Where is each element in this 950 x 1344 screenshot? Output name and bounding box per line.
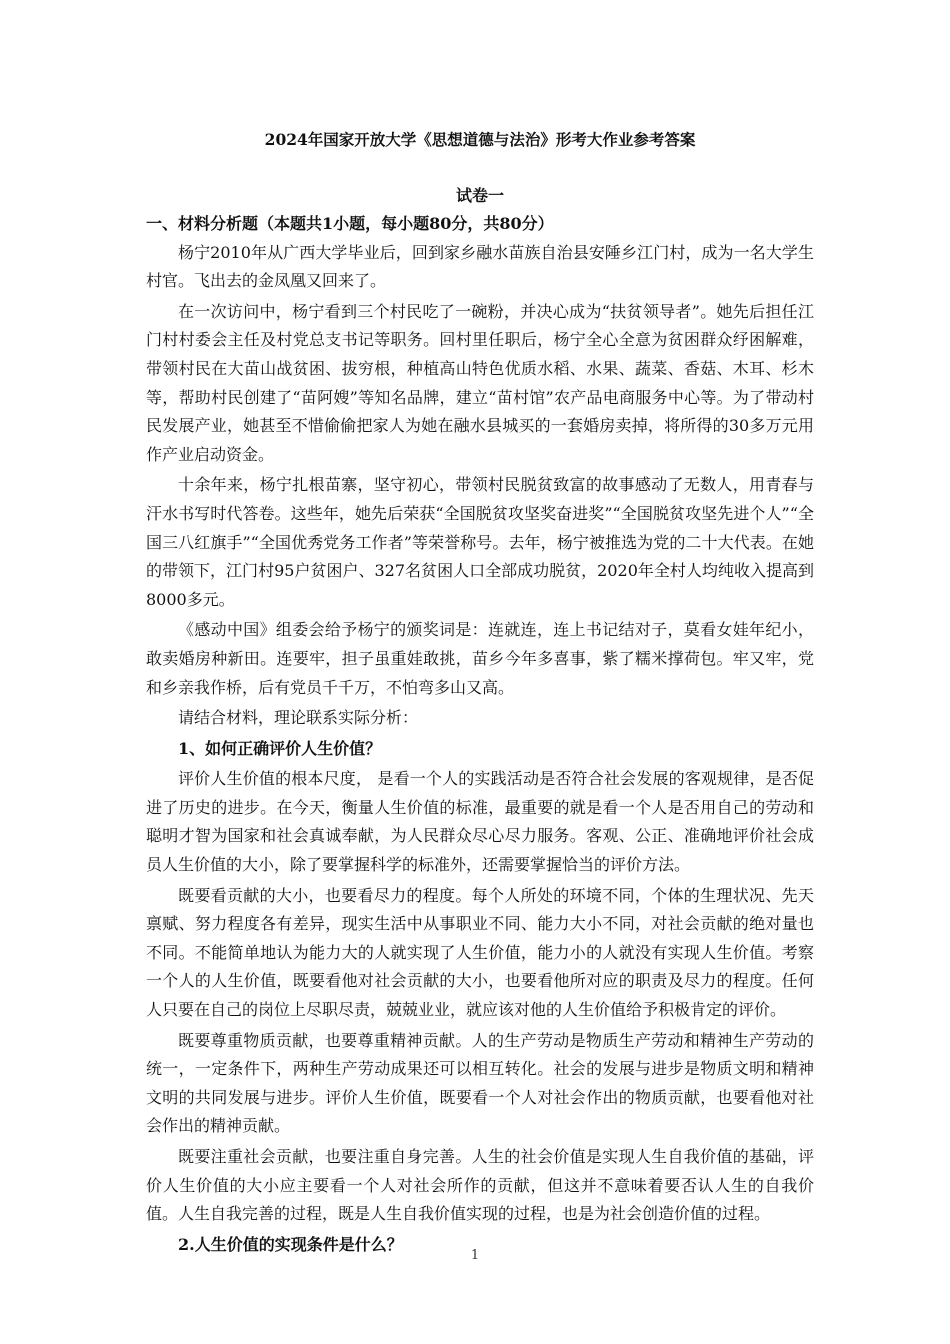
material-paragraph: 在一次访问中，杨宁看到三个村民吃了一碗粉，并决心成为“扶贫领导者”。她先后担任江门村村委会主任及村党总支书记等职务。回村里任职后，杨宁全心全意为贫困群众纾困解难，带领村民在大苗山战贫困、拔穷根，种植高山特色优质水稻、水果、蔬菜、香菇、木耳、杉木等，帮助村民创建了“苗阿嫂”等知名品牌，建立“苗村馆”农产品电商服务中心等。为了带动村民发展产业，她甚至不惜偷偷把家人为她在融水县城买的一套婚房卖掉，将所得的30多万元用作产业启动资金。 (146, 301, 814, 464)
question-heading: 2.人生价值的实现条件是什么？ (178, 1234, 403, 1254)
material-paragraph: 十余年来，杨宁扎根苗寨，坚守初心，带领村民脱贫致富的故事感动了无数人，用青春与汗水书写时代答卷。这些年，她先后荣获“全国脱贫攻坚奖奋进奖”“全国脱贫攻坚先进个人”“全国三八红旗手”“全国优秀党务工作者”等荣誉称号。去年，杨宁被推选为党的二十大代表。在她的带领下，江门村95户贫困户、327名贫困人口全部成功脱贫，2020年全村人均纯收入提高到8000多元。 (146, 475, 814, 609)
material-paragraph: 《感动中国》组委会给予杨宁的颁奖词是：连就连，连上书记结对子，莫看女娃年纪小，敢卖婚房种新田。连要牢，担子虽重娃敢挑，苗乡今年多喜事，紫了糯米撑荷包。牢又牢，党和乡亲我作桥，后有党员千千万，不怕弯多山又高。 (146, 620, 814, 697)
document-body (146, 122, 814, 1259)
answer-paragraph: 评价人生价值的根本尺度， 是看一个人的实践活动是否符合社会发展的客观规律，是否促进了历史的进步。在今天，衡量人生价值的标准，最重要的就是看一个人是否用自己的劳动和聪明才智为国家和社会真诚奉献，为人民群众尽心尽力服务。客观、公正、准确地评价社会成员人生价值的大小，除了要掌握科学的标准外，还需要掌握恰当的评价方法。 (146, 769, 814, 875)
answer-paragraph: 既要注重社会贡献，也要注重自身完善。人生的社会价值是实现人生自我价值的基础，评价人生价值的大小应主要看一个人对社会所作的贡献，但这并不意味着要否认人生的自我价值。人生自我完善的过程，既是人生自我价值实现的过程，也是为社会创造价值的过程。 (146, 1147, 814, 1224)
question-heading: 1、如何正确评价人生价值？ (178, 738, 382, 758)
answer-paragraph: 既要看贡献的大小，也要看尽力的程度。每个人所处的环境不同，个体的生理状况、先天禀赋、努力程度各有差异，现实生活中从事职业不同、能力大小不同，对社会贡献的绝对量也不同。不能简单地认为能力大的人就实现了人生价值，能力小的人就没有实现人生价值。考察一个人的人生价值，既要看他对社会贡献的大小，也要看他所对应的职责及尽力的程度。任何人只要在自己的岗位上尽职尽责，兢兢业业，就应该对他的人生价值给予积极肯定的评价。 (146, 885, 814, 1020)
exam-paper-label: 试卷一 (455, 186, 504, 205)
document-title: 2024年国家开放大学《思想道德与法治》形考大作业参考答案 (264, 130, 696, 149)
material-paragraph: 杨宁2010年从广西大学毕业后，回到家乡融水苗族自治县安陲乡江门村，成为一名大学生村官。飞出去的金凤凰又回来了。 (146, 242, 814, 291)
material-paragraph: 请结合材料，理论联系实际分析： (178, 708, 419, 728)
page-number: 1 (470, 1248, 480, 1263)
answer-paragraph: 既要尊重物质贡献，也要尊重精神贡献。人的生产劳动是物质生产劳动和精神生产劳动的统一，一定条件下，两种生产劳动成果还可以相互转化。社会的发展与进步是物质文明和精神文明的共同发展与进步。评价人生价值，既要看一个人对社会作出的物质贡献，也要看他对社会作出的精神贡献。 (146, 1030, 814, 1136)
section-heading: 一、材料分析题（本题共1小题，每小题80分，共80分） (146, 214, 554, 233)
